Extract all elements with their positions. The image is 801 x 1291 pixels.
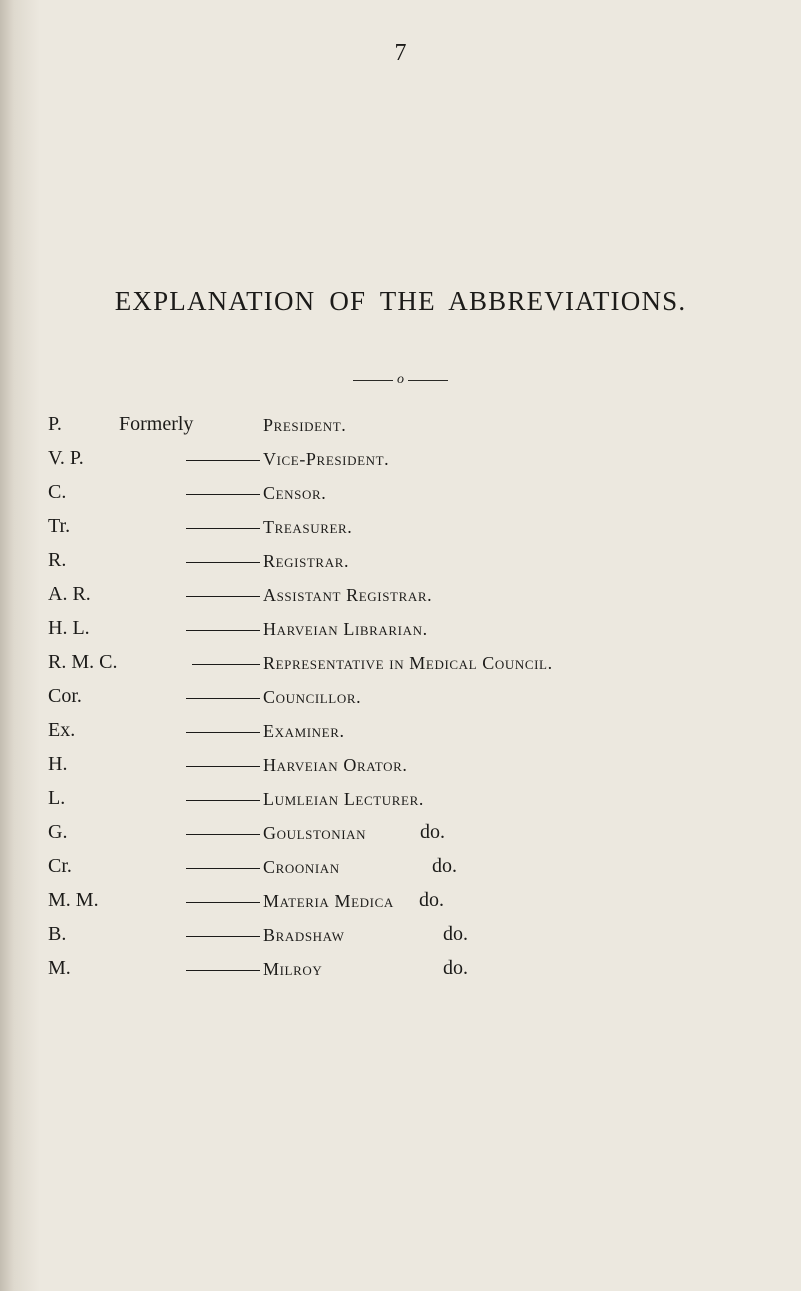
abbreviation: R. M. C.	[48, 651, 118, 673]
meaning: Materia Medica	[263, 891, 394, 911]
dash-rule	[186, 732, 260, 733]
list-item	[0, 889, 801, 919]
dash-rule	[186, 630, 260, 631]
meaning: Examiner.	[263, 721, 345, 741]
abbreviation: Cr.	[48, 855, 72, 877]
meaning: Harveian Orator.	[263, 755, 408, 775]
abbreviation: H.	[48, 753, 68, 775]
list-item	[0, 583, 801, 613]
list-item	[0, 651, 801, 681]
meaning: Milroy	[263, 959, 323, 979]
abbreviation: V. P.	[48, 447, 84, 469]
dash-rule	[186, 800, 260, 801]
list-item	[0, 957, 801, 987]
title-ornament	[0, 370, 801, 390]
meaning: Goulstonian	[263, 823, 367, 843]
list-item	[0, 413, 801, 443]
abbreviation: Ex.	[48, 719, 76, 741]
ditto-mark: do.	[419, 889, 444, 911]
page-title: EXPLANATION OF THE ABBREVIATIONS.	[114, 286, 687, 316]
abbreviation: R.	[48, 549, 67, 571]
dash-rule	[186, 596, 260, 597]
abbreviation: G.	[48, 821, 68, 843]
dash-rule	[186, 528, 260, 529]
list-item	[0, 923, 801, 953]
formerly-label: Formerly	[119, 413, 194, 435]
ditto-mark: do.	[443, 923, 468, 945]
meaning: Vice-President.	[263, 449, 390, 469]
abbreviation: M.	[48, 957, 71, 979]
dash-rule	[186, 834, 260, 835]
dash-rule	[186, 868, 260, 869]
meaning: Representative in Medical Council.	[263, 653, 553, 673]
dash-rule	[186, 902, 260, 903]
dash-rule	[186, 970, 260, 971]
dash-rule	[186, 460, 260, 461]
meaning: President.	[263, 415, 347, 435]
list-item	[0, 787, 801, 817]
dash-rule	[186, 494, 260, 495]
meaning: Treasurer.	[263, 517, 353, 537]
ornament-mark: o	[397, 372, 404, 387]
list-item	[0, 515, 801, 545]
meaning: Councillor.	[263, 687, 362, 707]
dash-rule	[186, 562, 260, 563]
abbreviation: H. L.	[48, 617, 90, 639]
ornament-rule-right	[408, 380, 448, 381]
list-item	[0, 481, 801, 511]
abbreviation: P.	[48, 413, 62, 435]
list-item	[0, 821, 801, 851]
dash-rule	[186, 936, 260, 937]
ditto-mark: do.	[420, 821, 445, 843]
meaning: Bradshaw	[263, 925, 345, 945]
page-number: 7	[394, 40, 407, 66]
list-item	[0, 753, 801, 783]
dash-rule	[186, 698, 260, 699]
ditto-mark: do.	[443, 957, 468, 979]
abbreviation: Cor.	[48, 685, 82, 707]
meaning: Assistant Registrar.	[263, 585, 433, 605]
abbreviation: Tr.	[48, 515, 71, 537]
list-item	[0, 855, 801, 885]
list-item	[0, 617, 801, 647]
meaning: Lumleian Lecturer.	[263, 789, 424, 809]
list-item	[0, 447, 801, 477]
abbreviation: L.	[48, 787, 66, 809]
dash-rule	[186, 766, 260, 767]
abbreviation: M. M.	[48, 889, 99, 911]
list-item	[0, 719, 801, 749]
list-item	[0, 549, 801, 579]
abbreviation: B.	[48, 923, 67, 945]
meaning: Censor.	[263, 483, 327, 503]
meaning: Registrar.	[263, 551, 350, 571]
meaning: Croonian	[263, 857, 340, 877]
list-item	[0, 685, 801, 715]
abbreviation: A. R.	[48, 583, 91, 605]
ditto-mark: do.	[432, 855, 457, 877]
meaning: Harveian Librarian.	[263, 619, 428, 639]
dash-rule	[192, 664, 260, 665]
abbreviation: C.	[48, 481, 67, 503]
ornament-rule-left	[353, 380, 393, 381]
